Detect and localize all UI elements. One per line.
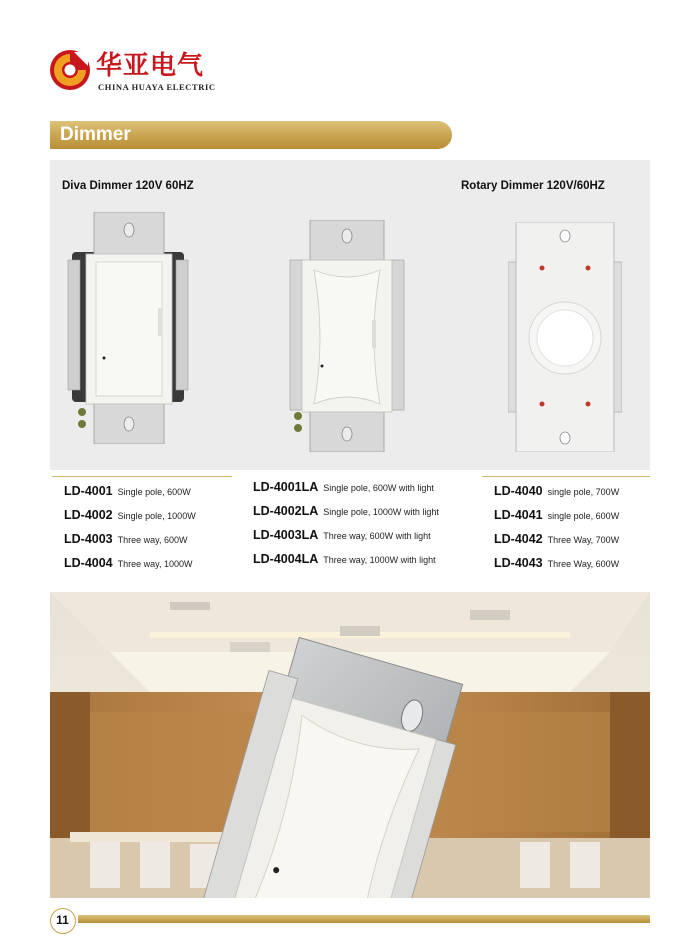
list-item bbox=[494, 484, 619, 498]
brand-name-cn: 华亚电气 bbox=[96, 51, 205, 81]
model-description: Single pole, 600W with light bbox=[323, 483, 434, 493]
model-description: single pole, 600W bbox=[547, 511, 620, 521]
list-item bbox=[253, 480, 434, 494]
brand-name-en: CHINA HUAYA ELECTRIC bbox=[98, 82, 216, 92]
model-description: Three way, 1000W bbox=[117, 559, 193, 569]
list-item bbox=[494, 556, 619, 570]
list-item bbox=[494, 508, 619, 522]
rotary-dimmer-title: Rotary Dimmer 120V/60HZ bbox=[461, 180, 605, 192]
model-description: Single pole, 1000W with light bbox=[323, 507, 439, 517]
section-header bbox=[50, 121, 452, 149]
model-description: Three Way, 600W bbox=[547, 559, 620, 569]
model-number: LD-4042 bbox=[494, 532, 543, 546]
list-item bbox=[253, 552, 436, 566]
model-description: Three Way, 700W bbox=[547, 535, 620, 545]
model-number: LD-4043 bbox=[494, 556, 543, 570]
list-item bbox=[253, 504, 439, 518]
model-description: Three way, 600W with light bbox=[323, 531, 431, 541]
model-number: LD-4003LA bbox=[253, 528, 319, 542]
list-item bbox=[494, 532, 619, 546]
product-panel bbox=[50, 160, 650, 470]
huaya-logo-mark-icon bbox=[48, 48, 92, 92]
list-item bbox=[64, 556, 193, 570]
model-description: Single pole, 1000W bbox=[117, 511, 196, 521]
conference-room-scene bbox=[50, 592, 650, 898]
column-divider bbox=[482, 476, 650, 477]
model-number: LD-4040 bbox=[494, 484, 543, 498]
footer-bar bbox=[78, 915, 650, 923]
page-number-badge bbox=[50, 908, 76, 934]
list-item bbox=[64, 484, 191, 498]
model-number: LD-4001LA bbox=[253, 480, 319, 494]
model-description: single pole, 700W bbox=[547, 487, 620, 497]
list-item bbox=[253, 528, 431, 542]
model-number: LD-4004LA bbox=[253, 552, 319, 566]
list-item bbox=[64, 508, 196, 522]
model-number: LD-4002 bbox=[64, 508, 113, 522]
model-number: LD-4002LA bbox=[253, 504, 319, 518]
model-description: Three way, 1000W with light bbox=[323, 555, 436, 565]
diva-dimmer-title: Diva Dimmer 120V 60HZ bbox=[62, 180, 194, 192]
brand-logo bbox=[48, 46, 248, 102]
model-number: LD-4041 bbox=[494, 508, 543, 522]
list-item bbox=[64, 532, 188, 546]
rotary-dimmer-image bbox=[508, 222, 622, 452]
page-number: 11 bbox=[56, 913, 69, 927]
section-title: Dimmer bbox=[60, 124, 131, 145]
model-description: Three way, 600W bbox=[117, 535, 188, 545]
model-number: LD-4001 bbox=[64, 484, 113, 498]
column-divider bbox=[52, 476, 232, 477]
model-number: LD-4003 bbox=[64, 532, 113, 546]
diva-dimmer-with-light-image bbox=[288, 220, 406, 452]
model-number: LD-4004 bbox=[64, 556, 113, 570]
model-description: Single pole, 600W bbox=[117, 487, 191, 497]
conference-room-photo bbox=[50, 592, 650, 898]
diva-dimmer-image bbox=[64, 212, 194, 444]
